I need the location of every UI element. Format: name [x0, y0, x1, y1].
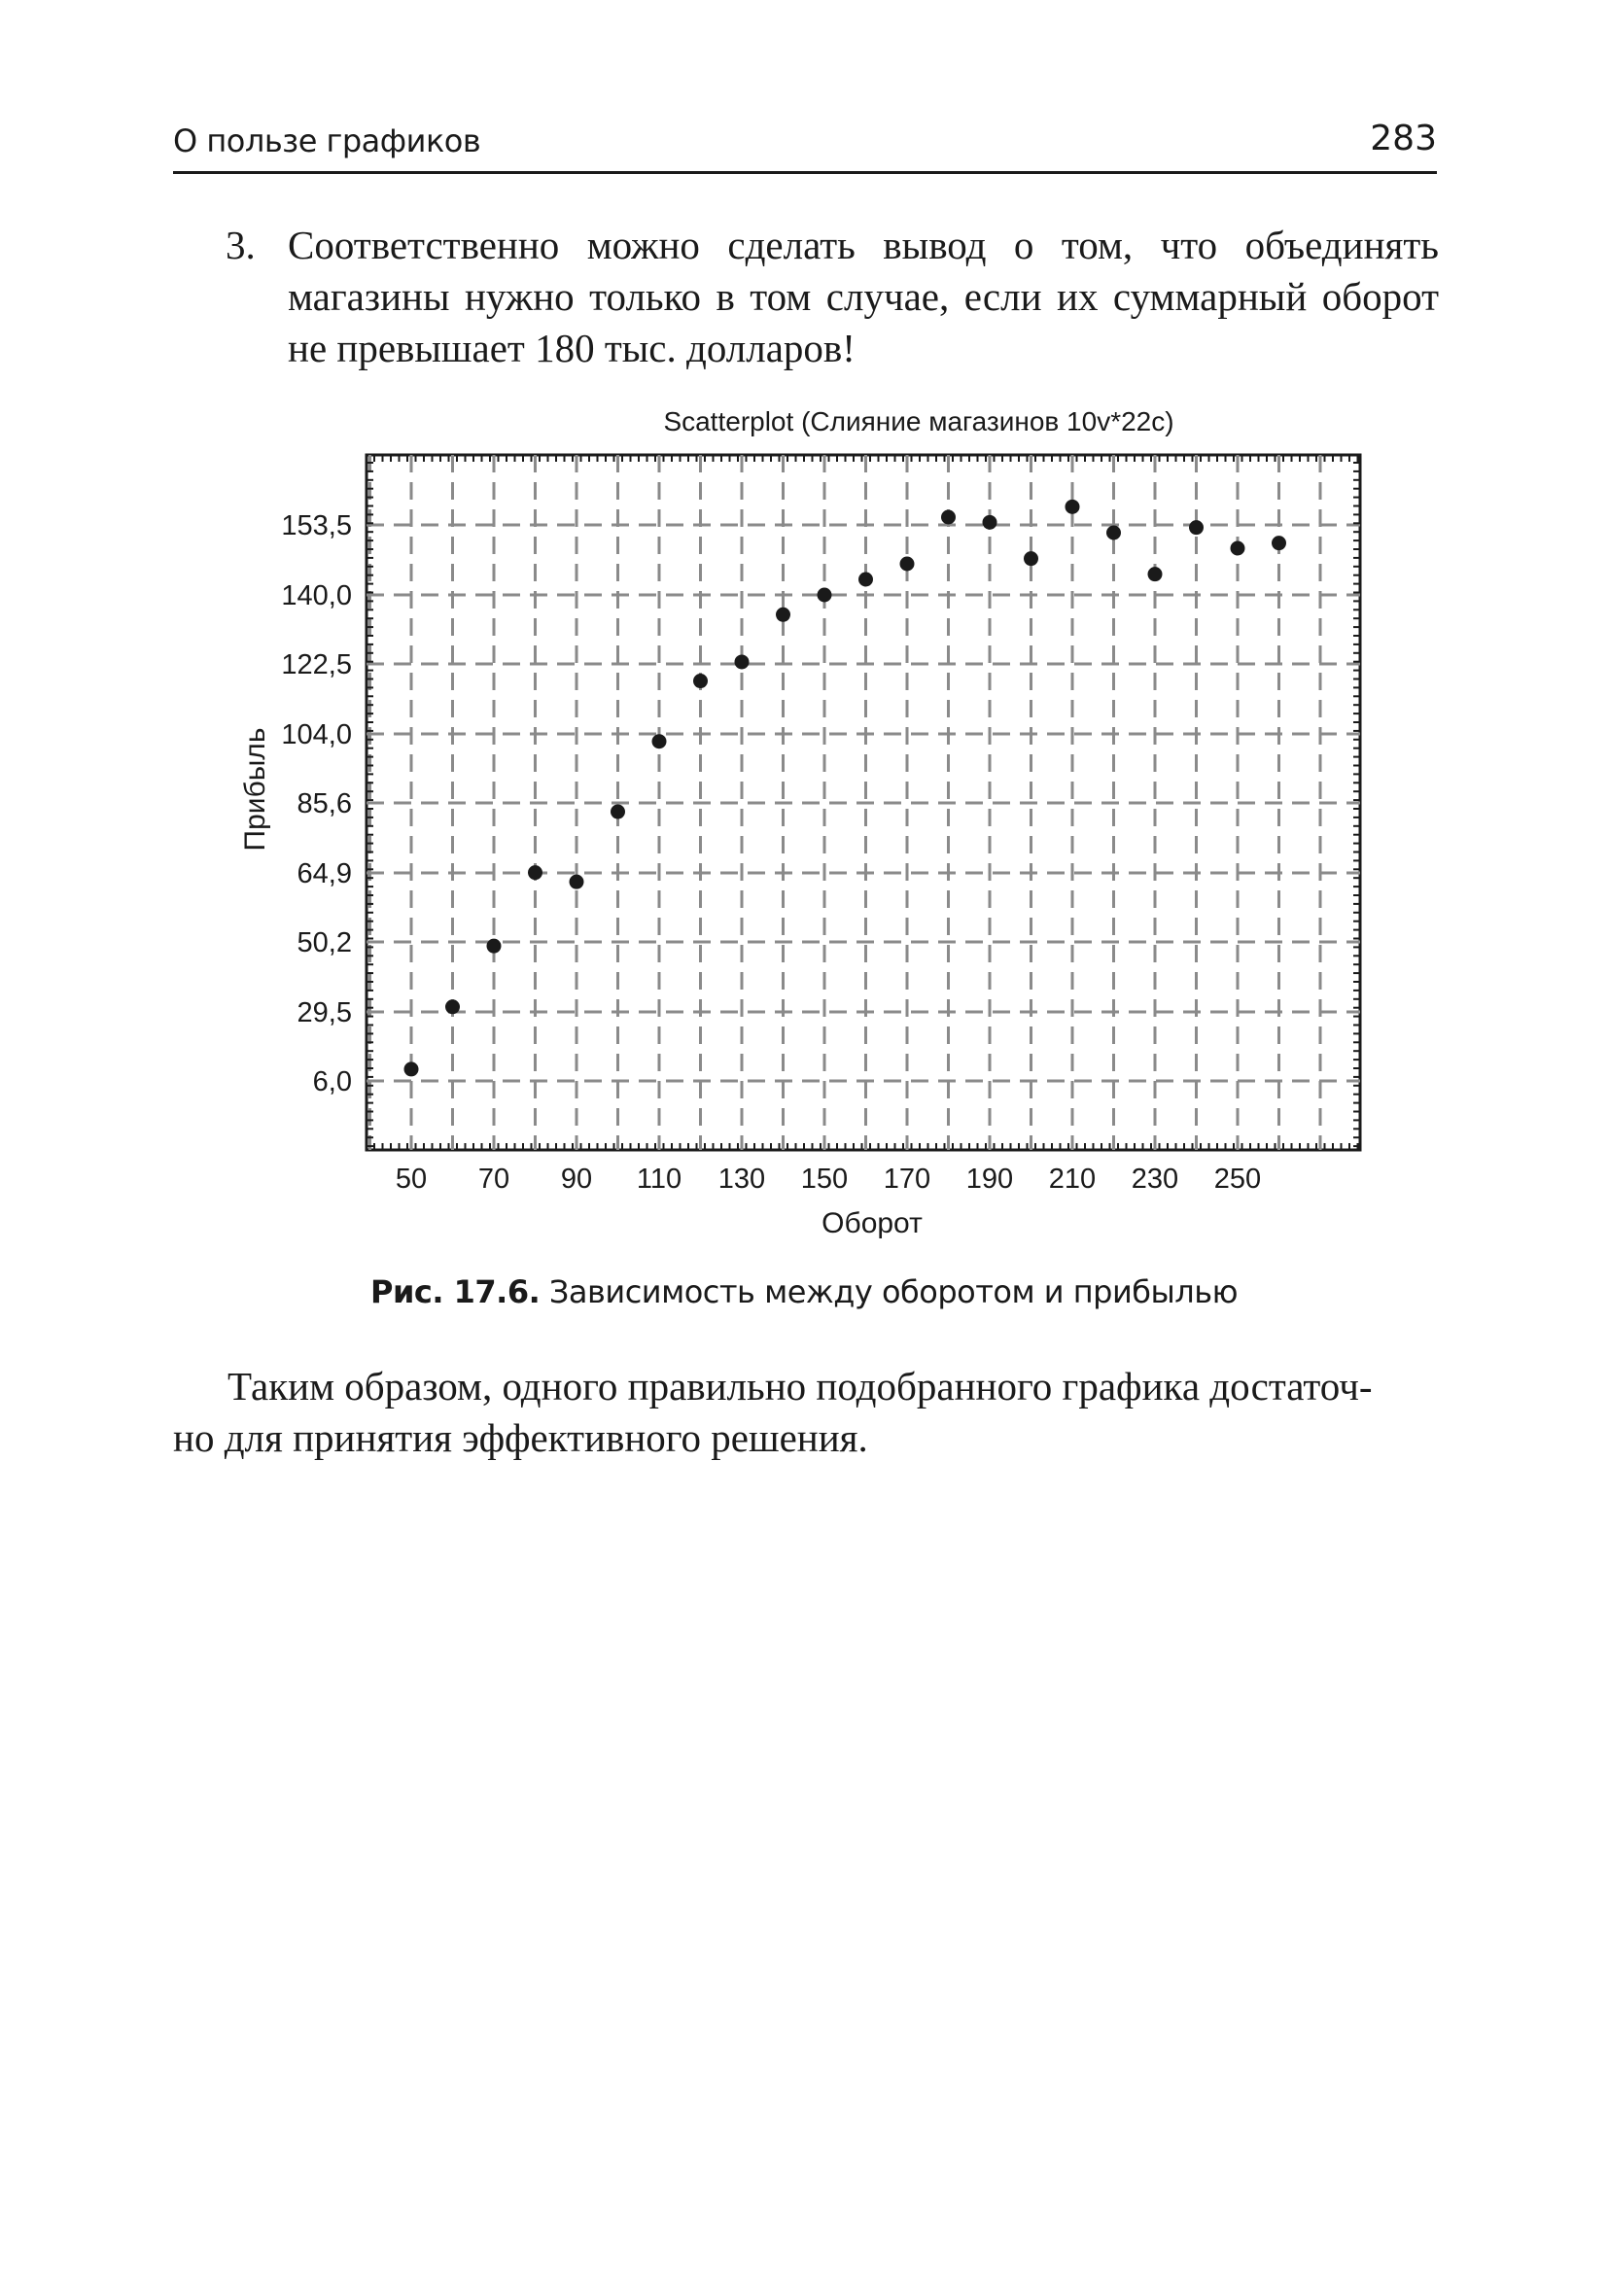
paragraph-line-2: но для принятия эффективного решения.: [173, 1415, 868, 1460]
data-point: [818, 588, 832, 603]
y-tick-label: 140,0: [281, 580, 352, 611]
data-point: [611, 805, 625, 819]
item-text: Соответственно можно сделать вывод о том, что объединять магазины нужно только в том случае, если их суммарный оборот не превышает 180 тыс. долларов!: [288, 223, 1439, 370]
data-point: [983, 515, 997, 530]
y-tick-label: 122,5: [281, 649, 352, 680]
figure-caption-label: Рис. 17.6.: [369, 1273, 541, 1310]
figure-caption-text: Зависимость между оборотом и прибылью: [548, 1273, 1239, 1310]
y-tick-label: 104,0: [281, 719, 352, 750]
x-tick-label: 130: [717, 1164, 766, 1195]
data-point: [1106, 526, 1121, 540]
x-tick-label: 90: [560, 1164, 593, 1195]
data-point: [1024, 551, 1038, 566]
data-point: [941, 510, 956, 525]
x-tick-label: 230: [1131, 1164, 1179, 1195]
data-point: [735, 654, 750, 669]
data-point: [1189, 520, 1204, 535]
x-tick-label: 250: [1213, 1164, 1262, 1195]
figure-caption: [0, 1273, 1608, 1310]
chart-title: Scatterplot (Слияние магазинов 10v*22c): [663, 406, 1174, 436]
data-point: [445, 999, 460, 1014]
grid-lines: [367, 455, 1360, 1150]
y-tick-label: 50,2: [297, 927, 352, 958]
x-tick-label: 50: [395, 1164, 428, 1195]
data-point: [1231, 541, 1245, 556]
data-point: [900, 557, 915, 572]
body-paragraph: [173, 1361, 1437, 1464]
x-tick-labels: [396, 1164, 1261, 1195]
y-tick-labels: [281, 510, 352, 1097]
item-number: 3.: [226, 223, 256, 267]
paragraph-line-1: Таким образом, одного правильно подобранного графика достаточ-: [227, 1364, 1373, 1409]
data-point: [1148, 567, 1163, 581]
x-tick-label: 210: [1048, 1164, 1097, 1195]
x-tick-label: 150: [800, 1164, 849, 1195]
data-point: [487, 939, 502, 954]
data-point: [1272, 536, 1286, 550]
y-tick-label: 29,5: [297, 997, 352, 1028]
x-axis-label: Оборот: [821, 1207, 923, 1239]
data-point: [858, 573, 873, 587]
running-head: О пользе графиков: [173, 122, 481, 159]
page-number: 283: [1370, 119, 1437, 158]
data-point: [1066, 500, 1080, 514]
data-point: [570, 875, 584, 889]
y-axis-label: Прибыль: [239, 727, 271, 852]
x-tick-label: 170: [883, 1164, 931, 1195]
y-tick-label: 6,0: [312, 1066, 352, 1097]
y-tick-label: 153,5: [281, 510, 352, 541]
data-point: [404, 1061, 419, 1076]
y-tick-label: 85,6: [297, 788, 352, 819]
x-tick-label: 190: [965, 1164, 1014, 1195]
x-tick-label: 110: [636, 1164, 682, 1195]
data-point: [693, 674, 708, 688]
x-tick-label: 70: [477, 1164, 510, 1195]
data-point: [652, 734, 667, 748]
data-point: [528, 865, 542, 880]
y-tick-label: 64,9: [297, 858, 352, 889]
data-point: [776, 608, 790, 622]
